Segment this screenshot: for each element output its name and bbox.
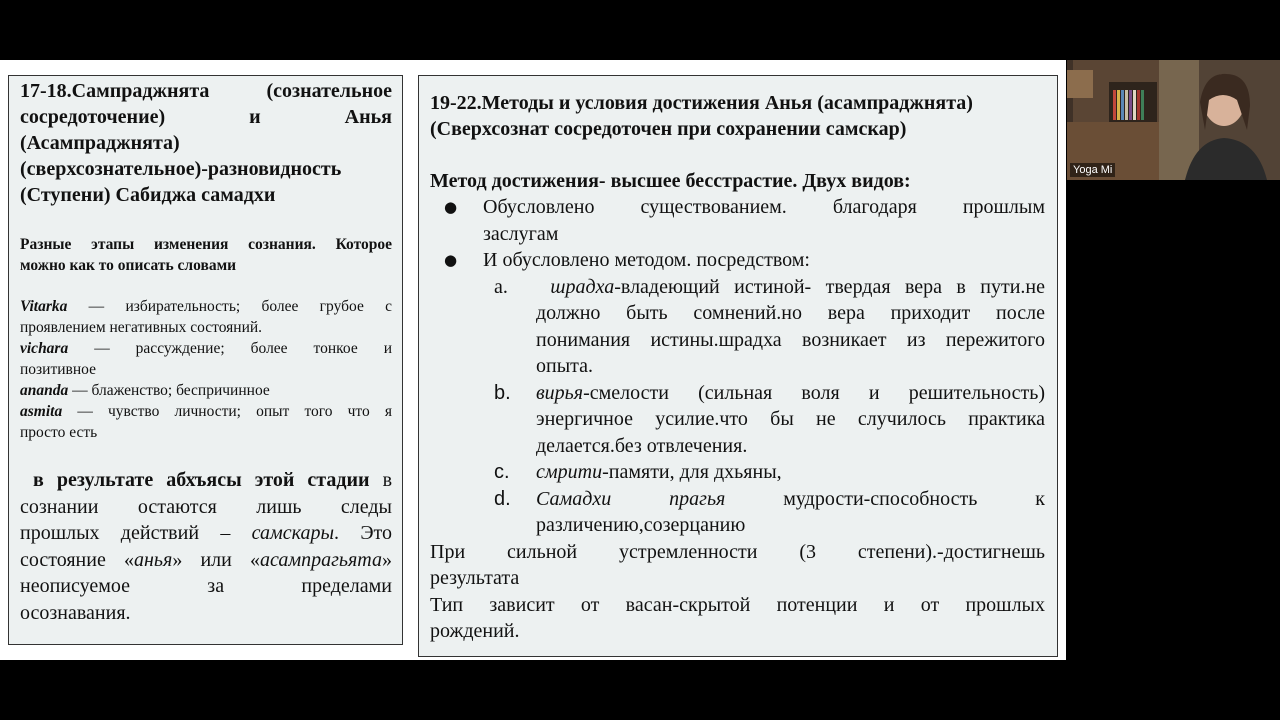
term-item: Vitarka — избирательность; более грубое с проявлением негативных состояний.: [20, 298, 392, 336]
bullet-icon: ●: [444, 251, 458, 269]
left-subheading: Разные этапы изменения сознания. Которое можно как то описать словами: [20, 236, 392, 274]
right-text-box: [418, 75, 1058, 657]
sub-item-b: b. вирья-смелости (сильная воля и решительность) энергичное усилие.что бы не случилось практика делается.без отвлечения.: [494, 381, 1045, 457]
bullet-item: ● Обусловлено существованием. благодаря прошлым заслугам: [444, 196, 1045, 245]
sub-item-d: d. Самадхи прагья мудрости-способность к различению,созерцанию: [494, 487, 1045, 536]
paragraph-2: Тип зависит от васан-скрытой потенции и от прошлых рождений.: [430, 593, 1045, 642]
paragraph-1: При сильной устремленности (3 степени).-достигнешь результата: [430, 540, 1045, 589]
heading-line: (Асампраджнята): [20, 132, 180, 154]
heading-line: (сверхсознательное)-разновидность: [20, 158, 342, 180]
left-heading: [20, 78, 392, 208]
bullet-list: [430, 194, 1045, 274]
method-heading: Метод достижения- высшее бесстрастие. Двух видов:: [430, 170, 911, 192]
participant-name: Yoga Mi: [1070, 163, 1115, 177]
sub-item-c: c. смрити-памяти, для дхьяны,: [494, 461, 782, 483]
participant-video-image: [1067, 60, 1280, 180]
sub-list: [430, 274, 1045, 539]
participant-video-tile[interactable]: [1067, 60, 1280, 180]
sub-item-a: a. шрадха-владеющий истиной- твердая вера в пути.не должно быть сомнений.но вера приходит после понимания истины.шрадха возникает из пережитого опыта.: [494, 275, 1045, 377]
term-item: vichara — рассуждение; более тонкое и позитивное: [20, 340, 392, 378]
result-paragraph: в результате абхъясы этой стадии в сознании остаются лишь следы прошлых действий – самскары. Это состояние «анья» или «асампрагьята» неописуемое за пределами осознавания.: [20, 469, 393, 624]
left-text-box: [8, 75, 403, 645]
bullet-item: ● И обусловлено методом. посредством:: [430, 247, 1045, 274]
heading-line: (Ступени) Сабиджа самадхи: [20, 184, 276, 206]
heading-line: 17-18.Сампраджнята (сознательное: [20, 80, 392, 102]
term-item: ananda — блаженство; беспричинное: [20, 382, 270, 399]
terms-list: [20, 296, 392, 443]
term-item: asmita — чувство личности; опыт того что я просто есть: [20, 403, 392, 441]
bullet-icon: ●: [444, 198, 458, 216]
presentation-slide: [0, 60, 1066, 660]
right-title: 19-22.Методы и условия достижения Анья (асампраджнята) (Сверхсознат сосредоточен при сохранении самскар): [430, 92, 973, 140]
heading-line: сосредоточение) и Анья: [20, 106, 392, 128]
